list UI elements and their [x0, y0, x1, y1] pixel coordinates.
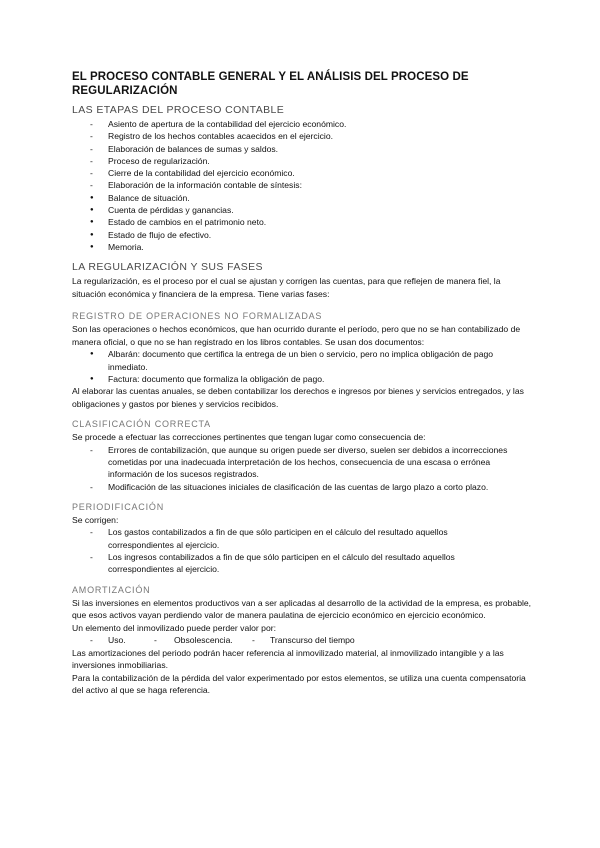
list-item: ● Balance de situación.	[90, 192, 190, 203]
list-item: - Modificación de las situaciones iniciales de clasificación de las cuentas de largo plazo a corto plazo.	[90, 481, 489, 492]
document-title: EL PROCESO CONTABLE GENERAL Y EL ANÁLISIS DEL PROCESO DE REGULARIZACIÓN	[72, 71, 469, 97]
bullet-icon: ●	[90, 219, 94, 226]
bullet-icon: ●	[90, 207, 94, 214]
regularizacion-intro: La regularización, es el proceso por el cual se ajustan y corrigen las cuentas, para que reflejen de manera fiel, la situación económica y financiera de la empresa. Tiene varias fases:	[72, 276, 501, 299]
dash-marker: -	[90, 635, 93, 646]
dash-marker: -	[90, 168, 93, 179]
subsection-heading-clasificacion: CLASIFICACIÓN CORRECTA	[72, 419, 211, 430]
cause-item: Uso.	[108, 635, 126, 646]
periodificacion-intro: Se corrigen:	[72, 514, 119, 525]
bullet-icon: ●	[90, 194, 94, 201]
list-item: ● Albarán: documento que certifica la entrega de un bien o servicio, pero no implica obligación de pago inmediato.	[90, 349, 494, 372]
clasificacion-list	[72, 444, 532, 493]
list-item: - Registro de los hechos contables acaecidos en el ejercicio.	[90, 131, 333, 142]
list-item: ● Estado de cambios en el patrimonio neto.	[90, 217, 267, 228]
periodificacion-list	[72, 526, 532, 575]
amortizacion-lead: Un elemento del inmovilizado puede perder valor por:	[72, 622, 276, 633]
amortizacion-p3: Para la contabilización de la pérdida del valor experimentado por estos elementos, se utiliza una cuenta compensatoria del activo al que se haga referencia.	[72, 672, 526, 696]
list-item: - Elaboración de balances de sumas y saldos.	[90, 143, 279, 154]
list-item: - Cierre de la contabilidad del ejercicio económico.	[90, 168, 295, 179]
dash-marker: -	[90, 180, 93, 191]
bullet-icon: ●	[90, 351, 94, 358]
dash-marker: -	[90, 444, 93, 455]
bullet-icon: ●	[90, 231, 94, 238]
dash-marker: -	[90, 551, 93, 562]
document-page	[72, 70, 532, 697]
dash-marker: -	[90, 119, 93, 129]
subsection-heading-registro: REGISTRO DE OPERACIONES NO FORMALIZADAS	[72, 311, 323, 322]
dash-marker: -	[90, 155, 93, 166]
etapas-list	[72, 118, 532, 253]
list-item: - Elaboración de la información contable de síntesis:	[90, 180, 302, 191]
dash-marker: -	[90, 481, 93, 492]
list-item: ● Memoria.	[90, 241, 144, 252]
bullet-icon: ●	[90, 243, 94, 250]
list-item: ● Factura: documento que formaliza la obligación de pago.	[90, 373, 325, 384]
list-item: - Los ingresos contabilizados a fin de que sólo participen en el cálculo del resultado aquellos correspondientes al ejercicio.	[90, 551, 455, 575]
list-item: ● Estado de flujo de efectivo.	[90, 229, 212, 240]
amortizacion-causes	[72, 634, 532, 647]
dash-marker: -	[252, 635, 255, 646]
cause-item: Transcurso del tiempo	[270, 635, 355, 646]
dash-marker: -	[154, 635, 157, 646]
cause-item: Obsolescencia.	[174, 635, 233, 646]
list-item: - Asiento de apertura de la contabilidad del ejercicio económico.	[90, 119, 347, 129]
bullet-icon: ●	[90, 375, 94, 382]
list-item: - Proceso de regularización.	[90, 155, 210, 166]
section-heading-regularizacion: LA REGULARIZACIÓN Y SUS FASES	[72, 261, 263, 274]
list-item: - Los gastos contabilizados a fin de que sólo participen en el cálculo del resultado aquellos correspondientes al ejercicio.	[90, 527, 448, 550]
registro-intro: Son las operaciones o hechos económicos, que han ocurrido durante el período, pero que no se han contabilizado de manera oficial, o que no se han registrado en los libros contables. Se usan dos documentos:	[72, 324, 521, 347]
amortizacion-intro: Si las inversiones en elementos productivos van a ser aplicadas al desarrollo de la actividad de la empresa, es probable, que esos activos vayan perdiendo valor de manera paulatina de ejercicio económico en ejercicio económico.	[72, 597, 532, 621]
registro-list	[72, 348, 532, 385]
amortizacion-p2: Las amortizaciones del periodo podrán hacer referencia al inmovilizado material, al inmovilizado intangible y a las inversiones inmobiliarias.	[72, 647, 504, 671]
list-item: ● Cuenta de pérdidas y ganancias.	[90, 205, 234, 216]
clasificacion-intro: Se procede a efectuar las correcciones pertinentes que tengan lugar como consecuencia de:	[72, 432, 426, 443]
subsection-heading-amortizacion: AMORTIZACIÓN	[72, 584, 151, 595]
dash-marker: -	[90, 131, 93, 142]
dash-marker: -	[90, 143, 93, 154]
registro-closing: Al elaborar las cuentas anuales, se deben contabilizar los derechos e ingresos por bienes y servicios entregados, y las obligaciones y gastos por bienes y servicios recibidos.	[72, 386, 524, 409]
list-item: - Errores de contabilización, que aunque su origen puede ser diverso, suelen ser debidos a incorrecciones cometidas por una inadecuada interpretación de los hechos, consecuencia de una escasa o errónea información de los sucesos registrados.	[90, 444, 508, 480]
subsection-heading-periodificacion: PERIODIFICACIÓN	[72, 501, 165, 512]
dash-marker: -	[90, 527, 93, 538]
section-heading-etapas: LAS ETAPAS DEL PROCESO CONTABLE	[72, 104, 285, 116]
